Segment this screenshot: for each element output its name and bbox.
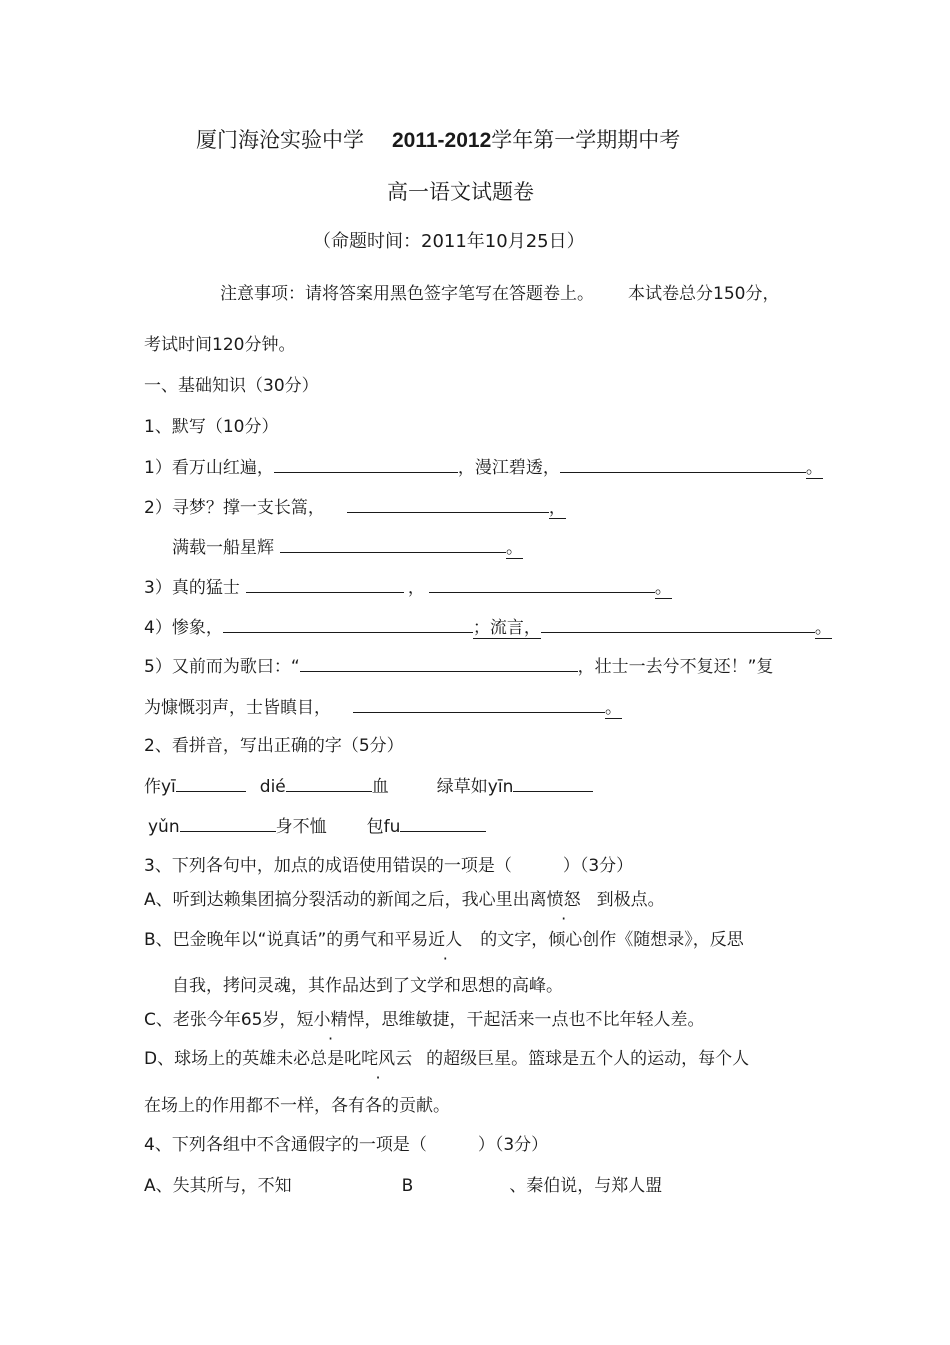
q2-row-2	[148, 814, 486, 839]
q3-option-a	[144, 888, 665, 912]
q1-item-1-text-b: ，漫江碧透，	[457, 458, 560, 478]
pinyin-item: yǔn	[148, 817, 180, 837]
answer-blank[interactable]	[513, 774, 593, 792]
answer-blank[interactable]	[180, 814, 276, 832]
q1-item-5c-text: 为慷慨羽声，士皆瞋目，	[144, 698, 331, 718]
q3-heading: 3、下列各句中，加点的成语使用错误的一项是（ ）（3分）	[144, 856, 634, 876]
punct: 。	[506, 538, 523, 558]
q1-item-2b-text: 满载一船星辉	[172, 538, 274, 558]
q3-option-b	[144, 928, 744, 952]
answer-blank[interactable]	[541, 615, 815, 633]
q3-option-d	[144, 1047, 749, 1071]
dotted-idiom: 短小精悍	[296, 1010, 365, 1030]
option-text-end: ，思维敏捷，干起活来一点也不比年轻人差。	[364, 1010, 705, 1030]
notice-text: 注意事项：请将答案用黑色签字笔写在答题卷上。	[220, 284, 594, 304]
dotted-idiom: 愤怒	[546, 890, 581, 910]
punct: ，	[407, 578, 425, 598]
dotted-idiom: 近人	[428, 930, 463, 950]
option-text-end: 的超级巨星。篮球是五个人的运动，每个人	[426, 1049, 750, 1069]
q1-item-4-text-b: ；流言，	[472, 618, 541, 638]
answer-blank[interactable]	[280, 535, 506, 553]
q3-option-d-line2: 在场上的作用都不一样，各有各的贡献。	[144, 1096, 450, 1116]
answer-blank[interactable]	[223, 615, 473, 633]
option-text: C、老张今年65岁，	[144, 1010, 297, 1030]
answer-blank[interactable]	[286, 774, 372, 792]
answer-blank[interactable]	[560, 455, 806, 473]
q1-item-1	[144, 455, 823, 480]
q1-item-4	[144, 615, 832, 640]
term-name: 学年第一学期期中考	[491, 128, 681, 152]
option-b-label: B	[401, 1176, 414, 1196]
q4-options	[144, 1174, 662, 1198]
q3-option-b-line2: 自我，拷问灵魂，其作品达到了文学和思想的高峰。	[172, 976, 563, 996]
answer-blank[interactable]	[400, 814, 486, 832]
q2-row-1	[144, 774, 593, 799]
option-text-end: 的文字，倾心创作《随想录》，反思	[480, 930, 744, 950]
q1-item-3-text: 3）真的猛士	[144, 578, 240, 598]
q1-item-5b	[144, 695, 622, 720]
option-text: A、听到达赖集团搞分裂活动的新闻之后，我心里出离	[144, 890, 547, 910]
answer-blank[interactable]	[347, 495, 549, 513]
option-text: B、巴金晚年以“说真话”的勇气和平易	[144, 930, 429, 950]
punct: 。	[805, 458, 823, 478]
notice-line-2: 考试时间120分钟。	[144, 335, 296, 355]
q2-heading: 2、看拼音，写出正确的字（5分）	[144, 736, 404, 756]
answer-blank[interactable]	[274, 455, 458, 473]
pinyin-item-suffix: 身不恤	[275, 817, 327, 837]
school-name: 厦门海沧实验中学	[196, 128, 364, 152]
q1-item-3	[144, 575, 672, 600]
q1-item-2b	[172, 535, 523, 560]
q1-item-4-text: 4）惨象，	[144, 618, 223, 638]
pinyin-item: dié	[259, 777, 286, 797]
q1-item-5-text-b: ，壮士一去兮不复还！”复	[577, 657, 774, 677]
q4-heading: 4、下列各组中不含通假字的一项是（ ）（3分）	[144, 1135, 549, 1155]
pinyin-item: 绿草如yīn	[436, 777, 514, 797]
punct: 。	[605, 698, 622, 718]
option-text: D、球场上的英雄未必总是	[144, 1049, 345, 1069]
answer-blank[interactable]	[246, 575, 404, 593]
school-year: 2011-2012	[392, 129, 492, 152]
notice-line-1	[220, 282, 779, 306]
answer-blank[interactable]	[176, 774, 246, 792]
pinyin-item: 包fu	[366, 817, 401, 837]
answer-blank[interactable]	[300, 654, 578, 672]
option-text-end: 到极点。	[596, 890, 665, 910]
pinyin-item-suffix: 血	[371, 777, 389, 797]
answer-blank[interactable]	[429, 575, 655, 593]
option-a-text: A、失其所与，不知	[144, 1176, 292, 1196]
date-line: （命题时间：2011年10月25日）	[313, 231, 585, 252]
dotted-idiom: 叱咤风云	[344, 1049, 413, 1069]
notice-score: 本试卷总分150分，	[628, 284, 780, 304]
punct: ，	[548, 498, 566, 518]
q1-item-2-text: 2）寻梦？撑一支长篙，	[144, 498, 325, 518]
punct: 。	[814, 618, 832, 638]
q1-item-2	[144, 495, 566, 520]
q1-item-5	[144, 654, 773, 679]
answer-blank[interactable]	[353, 695, 605, 713]
exam-subtitle: 高一语文试题卷	[387, 180, 534, 204]
q1-item-5-text: 5）又前而为歌曰：“	[144, 657, 300, 677]
exam-title	[196, 128, 680, 153]
q1-item-1-text: 1）看万山红遍，	[144, 458, 274, 478]
punct: 。	[654, 578, 672, 598]
option-b-text: 、秦伯说，与郑人盟	[509, 1176, 663, 1196]
section-heading: 一、基础知识（30分）	[144, 376, 319, 396]
pinyin-item: 作yī	[144, 777, 176, 797]
q3-option-c	[144, 1008, 705, 1032]
q1-heading: 1、默写（10分）	[144, 417, 279, 437]
